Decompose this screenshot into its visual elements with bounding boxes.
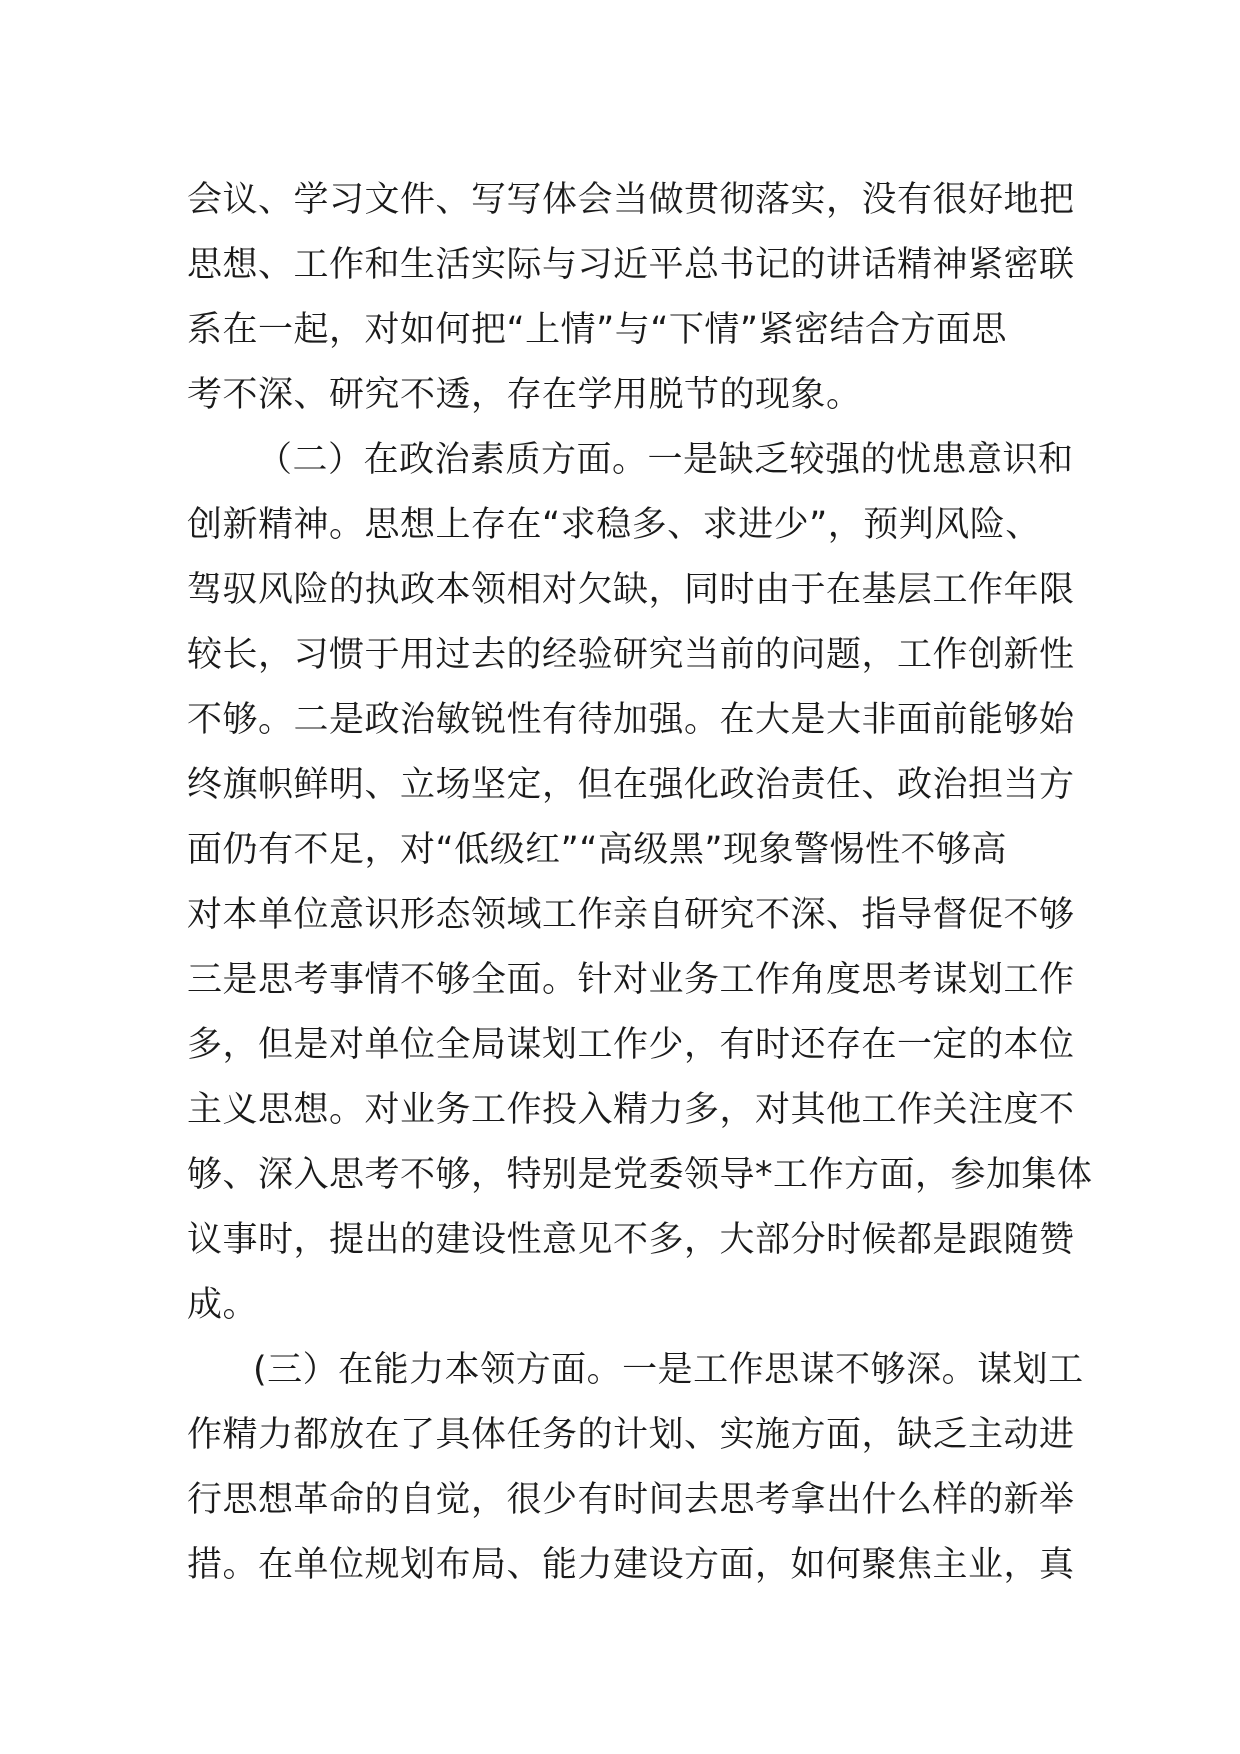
text-line: 终旗帜鲜明、立场坚定，但在强化政治责任、政治担当方 — [187, 765, 1075, 805]
text-line: 行思想革命的自觉，很少有时间去思考拿出什么样的新举 — [187, 1480, 1075, 1520]
text-line: 够、深入思考不够，特别是党委领导*工作方面，参加集体 — [187, 1155, 1093, 1195]
section-heading-line: （二）在政治素质方面。一是缺乏较强的忧患意识和 — [257, 440, 1074, 480]
text-line: 系在一起，对如何把“上情”与“下情”紧密结合方面思 — [187, 310, 1008, 350]
text-line: 主义思想。对业务工作投入精力多，对其他工作关注度不 — [187, 1090, 1075, 1130]
text-line: 会议、学习文件、写写体会当做贯彻落实，没有很好地把 — [187, 180, 1075, 220]
text-line: 驾驭风险的执政本领相对欠缺，同时由于在基层工作年限 — [187, 570, 1075, 610]
text-line: 作精力都放在了具体任务的计划、实施方面，缺乏主动进 — [187, 1415, 1075, 1455]
text-line: 对本单位意识形态领域工作亲自研究不深、指导督促不够 — [187, 895, 1075, 935]
text-line: 议事时，提出的建设性意见不多，大部分时候都是跟随赞 — [187, 1220, 1075, 1260]
text-line: 创新精神。思想上存在“求稳多、求进少”，预判风险、 — [187, 505, 1041, 545]
body-text — [187, 168, 1093, 1598]
text-line: 思想、工作和生活实际与习近平总书记的讲话精神紧密联 — [187, 245, 1075, 285]
text-line: 三是思考事情不够全面。针对业务工作角度思考谋划工作 — [187, 960, 1075, 1000]
text-line: 成。 — [187, 1285, 259, 1325]
text-line: 考不深、研究不透，存在学用脱节的现象。 — [187, 375, 862, 415]
text-line: 措。在单位规划布局、能力建设方面，如何聚焦主业，真 — [187, 1545, 1075, 1585]
section-heading-line: (三）在能力本领方面。一是工作思谋不够深。谋划工 — [253, 1350, 1084, 1390]
text-line: 较长，习惯于用过去的经验研究当前的问题，工作创新性 — [187, 635, 1075, 675]
text-line: 多，但是对单位全局谋划工作少，有时还存在一定的本位 — [187, 1025, 1075, 1065]
text-line: 面仍有不足，对“低级红”“高级黑”现象警惕性不够高 — [187, 830, 1008, 870]
text-line: 不够。二是政治敏锐性有待加强。在大是大非面前能够始 — [187, 700, 1075, 740]
